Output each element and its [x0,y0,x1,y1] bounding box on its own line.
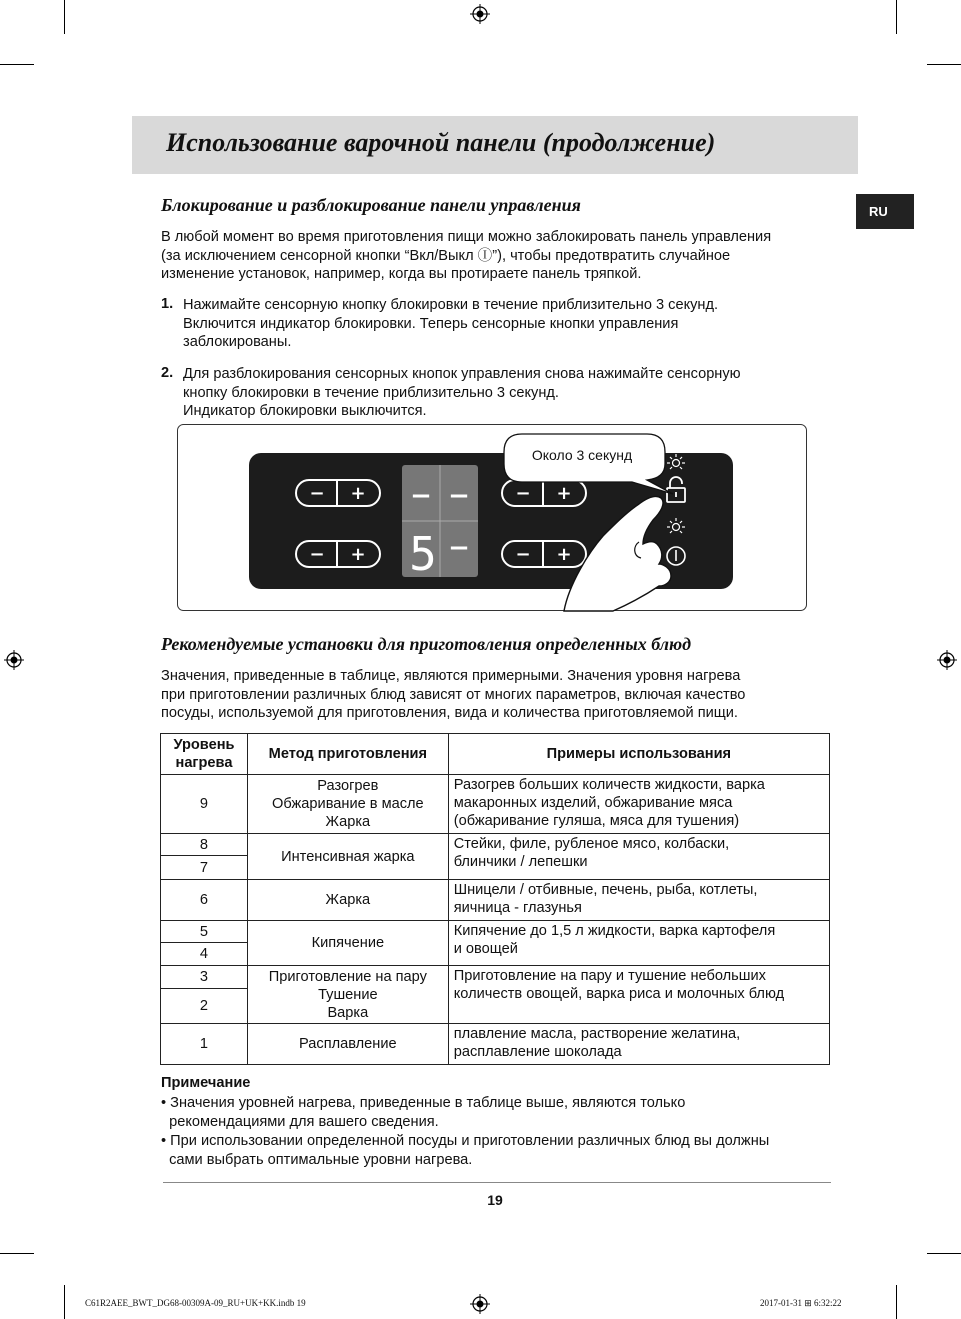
method-cell: Разогрев Обжаривание в масле Жарка [247,775,448,834]
examples-cell: Шницели / отбивные, печень, рыба, котлеты, яичница - глазунья [448,880,829,921]
examples-cell: Приготовление на пару и тушение небольших количеств овощей, варка риса и молочных блюд [448,966,829,1024]
text-line: Значения, приведенные в таблице, являются примерными. Значения уровня нагрева [161,668,741,684]
method-cell: Интенсивная жарка [247,834,448,880]
table-row [161,921,830,943]
control-panel-illustration [177,424,807,612]
method-cell: Приготовление на пару Тушение Варка [247,966,448,1024]
minus-icon: − [309,483,325,504]
step-text [183,296,718,352]
method-cell: Расплавление [247,1024,448,1065]
header-examples: Примеры использования [448,734,829,775]
text-line: Индикатор блокировки выключится. [183,403,427,420]
page-title: Использование варочной панели (продолжение) [166,128,716,157]
plus-icon: + [350,544,366,565]
note-item [161,1094,685,1131]
text-line: Нажимайте сенсорную кнопку блокировки в течение приблизительно 3 секунд. [183,297,719,313]
crop-mark [64,1285,65,1319]
plus-icon: + [556,483,572,504]
settings-intro-paragraph [161,667,841,723]
header-method: Метод приготовления [247,734,448,775]
minus-icon: − [515,483,531,504]
level-cell: 5 [161,921,248,943]
minus-icon: − [309,544,325,565]
step-number: 2. [161,365,174,381]
text-line: рекомендациями для вашего сведения. [161,1113,439,1130]
table-row [161,775,830,834]
registration-mark-icon [470,1294,490,1314]
lock-intro-paragraph [161,228,841,284]
text-line: посуды, используемой для приготовления, вида и количества приготовляемой пищи. [161,705,738,722]
examples-cell: Кипячение до 1,5 л жидкости, варка картофеля и овощей [448,921,829,966]
examples-cell: Стейки, филе, рубленое мясо, колбаски, блинчики / лепешки [448,834,829,880]
language-tab: RU [856,194,914,229]
method-cell: Кипячение [247,921,448,966]
text-line: изменение установок, например, когда вы протираете панель тряпкой. [161,266,642,283]
crop-mark [927,1253,961,1254]
display-digit: 5 [409,527,437,581]
section-title-lock: Блокирование и разблокирование панели управления [161,195,581,215]
print-file-info: C61R2AEE_BWT_DG68-00309A-09_RU+UK+KK.indb 19 [85,1298,306,1308]
step-number: 1. [161,296,174,312]
level-cell: 8 [161,834,248,856]
text-line: сами выбрать оптимальные уровни нагрева. [161,1151,473,1168]
text-line: • При использовании определенной посуды и приготовлении различных блюд вы должны [161,1133,770,1149]
crop-mark [927,64,961,65]
note-title: Примечание [161,1075,251,1091]
text-line: Включится индикатор блокировки. Теперь сенсорные кнопки управления [183,315,679,332]
crop-mark [0,64,34,65]
section-title-settings: Рекомендуемые установки для приготовления определенных блюд [161,634,692,654]
crop-mark [64,0,65,34]
examples-cell: Разогрев больших количеств жидкости, варка макаронных изделий, обжаривание мяса (обжаривание гуляша, мяса для тушения) [448,775,829,834]
registration-mark-icon [470,4,490,24]
text-line: заблокированы. [183,334,292,351]
level-cell: 7 [161,856,248,880]
plus-icon: + [350,483,366,504]
text-line: кнопку блокировки в течение приблизительно 3 секунд. [183,384,559,401]
level-display [402,465,478,581]
note-item [161,1132,769,1169]
display-dash: − [448,533,470,563]
level-cell: 4 [161,943,248,966]
level-cell: 3 [161,966,248,989]
heat-level-table [160,733,830,1065]
method-cell: Жарка [247,880,448,921]
examples-cell: плавление масла, растворение желатина, расплавление шоколада [448,1024,829,1065]
level-cell: 2 [161,989,248,1024]
crop-mark [896,1285,897,1319]
crop-mark [0,1253,34,1254]
display-dash: − [448,481,470,511]
level-cell: 1 [161,1024,248,1065]
text-line: при приготовлении различных блюд зависят от многих параметров, включая качество [161,686,746,703]
footer-rule [163,1182,831,1183]
display-dash: − [410,481,432,511]
text-line: Для разблокирования сенсорных кнопок управления снова нажимайте сенсорную [183,366,741,382]
header-level: Уровень нагрева [161,734,248,775]
table-header-row [161,734,830,775]
level-cell: 9 [161,775,248,834]
plus-icon: + [556,544,572,565]
table-row [161,880,830,921]
table-row [161,1024,830,1065]
text-line: • Значения уровней нагрева, приведенные в таблице выше, являются только [161,1095,686,1111]
page-number: 19 [487,1192,503,1208]
crop-mark [896,0,897,34]
callout-text: Около 3 секунд [531,447,633,463]
registration-mark-icon [4,650,24,670]
registration-mark-icon [937,650,957,670]
print-date-info: 2017-01-31 ⊞ 6:32:22 [760,1298,842,1308]
minus-icon: − [515,544,531,565]
step-text [183,365,741,421]
table-row [161,834,830,856]
table-row [161,966,830,989]
level-cell: 6 [161,880,248,921]
text-line: (за исключением сенсорной кнопки “Вкл/Выкл Ⓘ”), чтобы предотвратить случайное [161,247,731,264]
text-line: В любой момент во время приготовления пищи можно заблокировать панель управления [161,229,772,245]
